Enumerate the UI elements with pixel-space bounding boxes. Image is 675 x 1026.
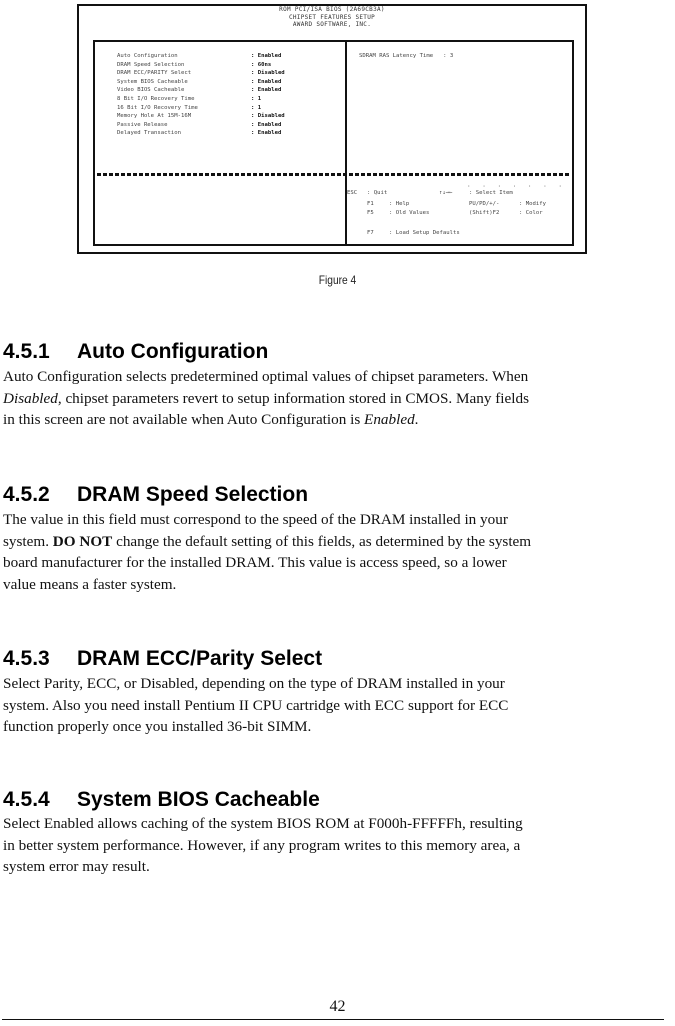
sdram-ras-latency-row [359,53,453,59]
esc-key: ESC [347,190,358,196]
bios-option-name: Auto Configuration [117,53,178,59]
bios-option-value: : 60ns [251,61,272,68]
section-body: Auto Configuration selects predetermined optimal values of chipset parameters. When Disabled, chipset parameters revert to setup information stored in CMOS. Many fields in this screen are not available when Auto Configuration is Enabled. [3,368,529,428]
bios-options-panel [95,42,347,244]
section-heading [3,483,308,507]
bios-option-name: Video BIOS Cacheable [117,87,185,94]
sdram-ras-latency-value: : 3 [443,53,454,59]
f7-key: F7 [367,230,374,236]
bios-option-value: : Enabled [251,87,282,94]
figure-caption: Figure 4 [318,273,357,287]
bios-option-value: : Enabled [251,53,282,59]
bios-option-name: System BIOS Cacheable [117,78,188,85]
emphasis-text: Disabled [3,389,58,407]
bios-option-name: DRAM Speed Selection [117,61,185,68]
bios-option-value: : Enabled [251,130,282,137]
bios-setup-figure [77,4,587,254]
section-number: 4.5.2 [3,483,50,506]
section-heading [3,647,322,671]
shift-f2-action: : Color [519,210,543,216]
bios-header [79,6,585,29]
section-title: Auto Configuration [77,340,269,363]
section-body: Select Parity, ECC, or Disabled, depending on the type of DRAM installed in your system. Also you need install Pentium II CPU cartridge with ECC support for ECC function properly once you installed 36-bit SIMM. [3,675,509,735]
bios-option-value: : 1 [251,96,262,102]
section-heading [3,340,268,364]
emphasis-text: Enabled [364,411,415,428]
bios-option-name: Passive Release [117,121,168,128]
bios-option-name: Memory Hole At 15M-16M [117,113,192,120]
bold-text: DO NOT [52,532,113,550]
bios-header-line: AWARD SOFTWARE, INC. [292,21,372,28]
pu-pd-action: : Modify [519,201,546,207]
bios-settings-frame [93,40,574,246]
section-number: 4.5.1 [3,340,50,363]
bios-separator-dots: · · · · · · · [467,183,566,190]
section-title: System BIOS Cacheable [77,788,320,811]
arrows-key: ↑↓→← [439,190,453,196]
sdram-ras-latency-label: SDRAM RAS Latency Time [359,53,434,59]
pu-pd-key: PU/PD/+/- [469,201,500,207]
bios-header-line: ROM PCI/ISA BIOS (2A69CB3A) [279,6,385,13]
bios-header-line: CHIPSET FEATURES SETUP [288,13,376,21]
bios-option-name: 8 Bit I/O Recovery Time [117,96,195,102]
f5-action: : Old Values [389,210,430,216]
bios-option-name: 16 Bit I/O Recovery Time [117,104,198,111]
bios-option-value: : Disabled [251,70,285,77]
bios-option-value: : Enabled [251,78,282,85]
footer-rule [2,1019,664,1020]
section-number: 4.5.3 [3,647,50,670]
section-heading [3,788,320,812]
section-title: DRAM Speed Selection [77,483,309,506]
bios-separator [97,173,570,176]
section-body: Select Enabled allows caching of the system BIOS ROM at F000h-FFFFFh, resulting in better system performance. However, if any program writes to this memory area, a system error may result. [3,815,523,875]
bios-option-name: DRAM ECC/PARITY Select [117,70,192,77]
section-title: DRAM ECC/Parity Select [77,647,323,670]
esc-action: : Quit [367,190,388,196]
f5-key: F5 [367,210,374,216]
bios-option-value: : 1 [251,104,262,111]
bios-option-name: Delayed Transaction [117,130,181,137]
bios-option-value: : Disabled [251,113,285,120]
arrows-action: : Select Item [469,190,513,196]
f1-key: F1 [367,201,374,207]
section-body: The value in this field must correspond to the speed of the DRAM installed in your system. DO NOT change the default setting of this fields, as determined by the system board manufacturer for the installed DRAM. This value is access speed, so a lower value means a faster system. [3,511,532,593]
section-number: 4.5.4 [3,788,50,811]
page-number: 42 [329,998,346,1015]
f1-action: : Help [389,201,410,207]
bios-option-value: : Enabled [251,121,282,128]
f7-action: : Load Setup Defaults [389,230,460,236]
shift-f2-key: (Shift)F2 [469,210,500,216]
